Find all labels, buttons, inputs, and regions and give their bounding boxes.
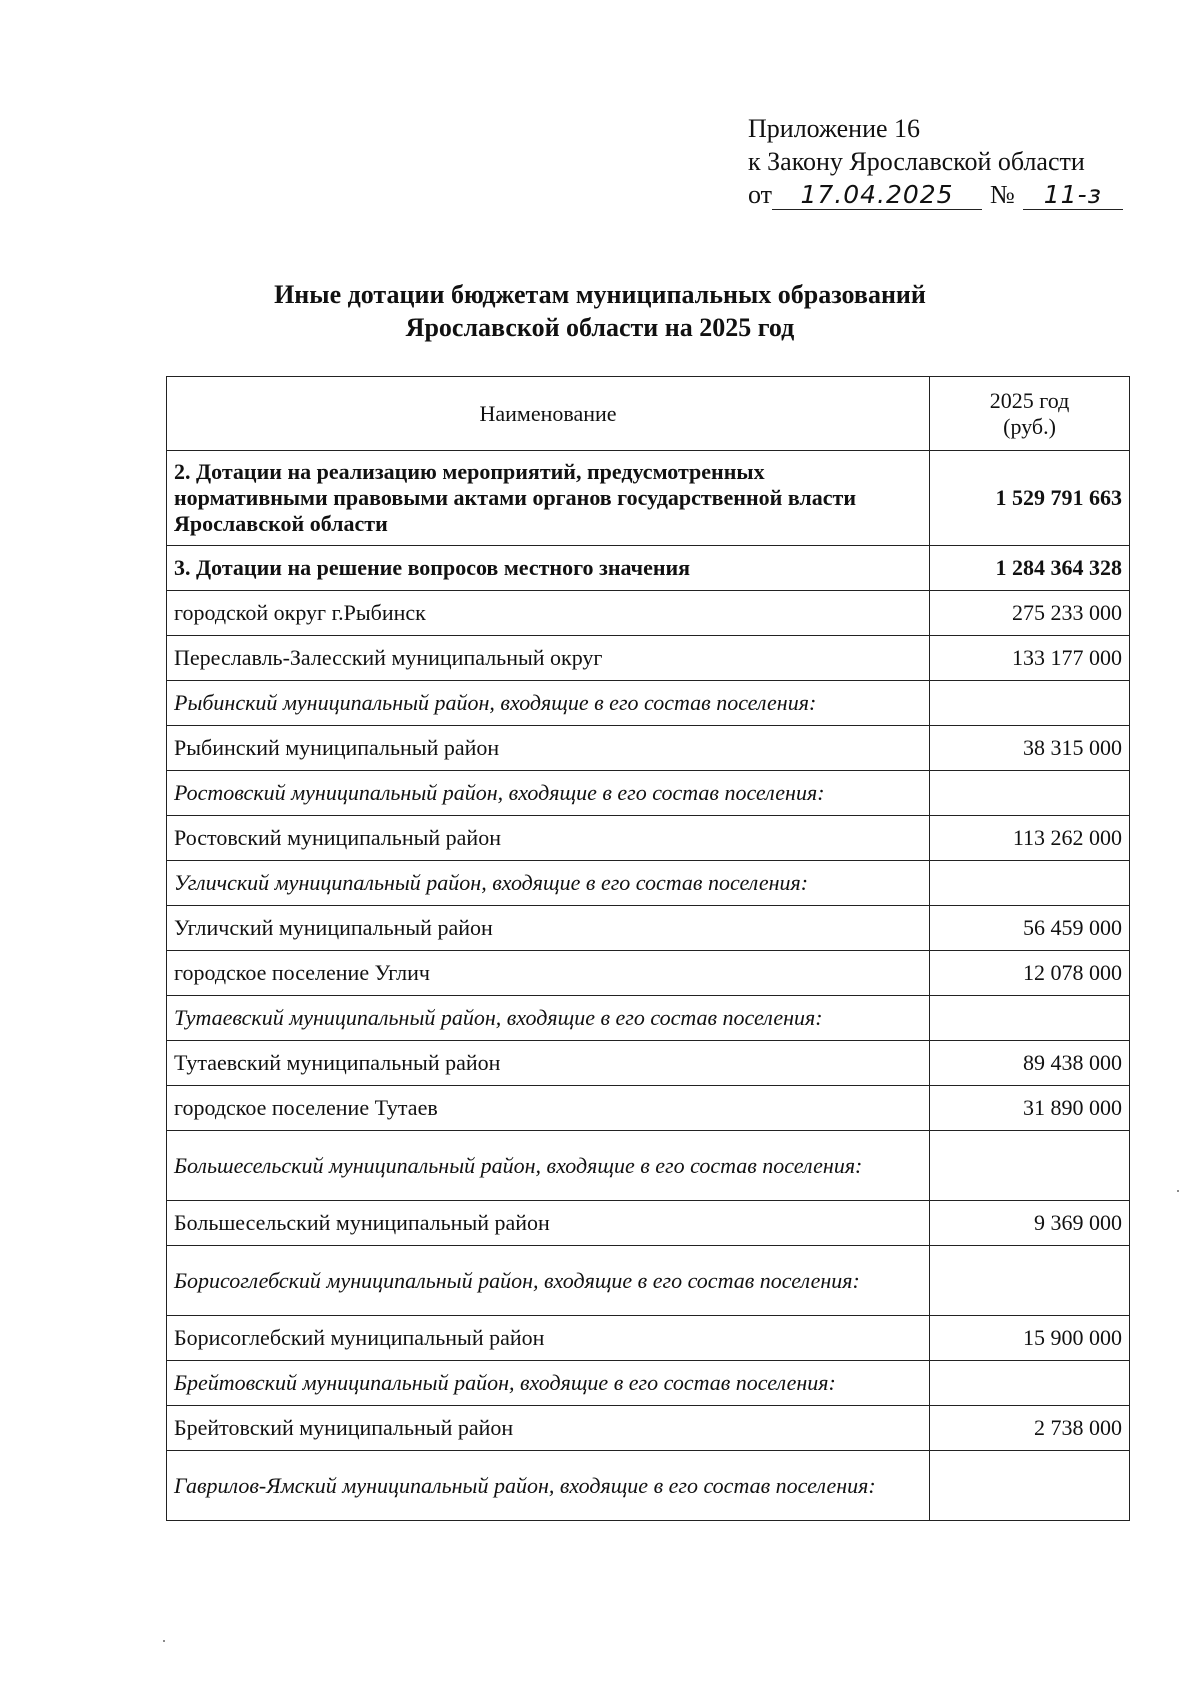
table-row-group	[167, 996, 1130, 1041]
row-name: Рыбинский муниципальный район, входящие в его состав поселения:	[167, 681, 930, 726]
row-name: городской округ г.Рыбинск	[167, 591, 930, 636]
appendix-law-reference: к Закону Ярославской области	[748, 147, 1085, 176]
table-row	[167, 816, 1130, 861]
appendix-date-number-line	[748, 178, 1123, 211]
row-name: Тутаевский муниципальный район	[167, 1041, 930, 1086]
title-line-2: Ярославской области на 2025 год	[405, 313, 795, 342]
row-name: Тутаевский муниципальный район, входящие в его состав поселения:	[167, 996, 930, 1041]
row-value	[930, 1451, 1130, 1521]
table-row	[167, 636, 1130, 681]
appendix-number: Приложение 16	[748, 114, 921, 143]
row-value: 38 315 000	[930, 726, 1130, 771]
title-line-1: Иные дотации бюджетам муниципальных образований	[274, 280, 926, 309]
scan-speck	[163, 1640, 165, 1642]
table-row	[167, 546, 1130, 591]
table-row-group	[167, 861, 1130, 906]
header-year-line-1: 2025 год	[989, 387, 1070, 413]
row-name: 2. Дотации на реализацию мероприятий, предусмотренных нормативными правовыми актами органов государственной власти Ярославской области	[167, 451, 930, 546]
row-value	[930, 996, 1130, 1041]
row-value: 1 529 791 663	[930, 451, 1130, 546]
row-name: Угличский муниципальный район, входящие в его состав поселения:	[167, 861, 930, 906]
table-row-group	[167, 1361, 1130, 1406]
row-name: Угличский муниципальный район	[167, 906, 930, 951]
row-name: Борисоглебский муниципальный район	[167, 1316, 930, 1361]
table-row	[167, 1086, 1130, 1131]
table-row	[167, 591, 1130, 636]
row-value: 12 078 000	[930, 951, 1130, 996]
row-value: 113 262 000	[930, 816, 1130, 861]
table-row-group	[167, 1246, 1130, 1316]
table-row-group	[167, 1131, 1130, 1201]
row-name: Большесельский муниципальный район, входящие в его состав поселения:	[167, 1131, 930, 1201]
row-name: Переславль-Залесский муниципальный округ	[167, 636, 930, 681]
row-name: 3. Дотации на решение вопросов местного значения	[167, 546, 930, 591]
table-row	[167, 906, 1130, 951]
row-value	[930, 771, 1130, 816]
row-name: Гаврилов-Ямский муниципальный район, входящие в его состав поселения:	[167, 1451, 930, 1521]
header-name: Наименование	[167, 377, 930, 451]
row-value: 15 900 000	[930, 1316, 1130, 1361]
handwritten-number: 11-з	[1023, 181, 1123, 210]
table-row	[167, 1406, 1130, 1451]
row-value: 56 459 000	[930, 906, 1130, 951]
header-year-line-2: (руб.)	[1003, 413, 1056, 439]
table-row	[167, 951, 1130, 996]
row-value	[930, 681, 1130, 726]
scan-speck	[1177, 1190, 1179, 1192]
row-value	[930, 1361, 1130, 1406]
row-value: 31 890 000	[930, 1086, 1130, 1131]
header-year	[930, 377, 1130, 451]
handwritten-date: 17.04.2025	[772, 181, 982, 210]
row-value: 89 438 000	[930, 1041, 1130, 1086]
row-value	[930, 861, 1130, 906]
table-row-group	[167, 681, 1130, 726]
table-row	[167, 1041, 1130, 1086]
row-value	[930, 1246, 1130, 1316]
row-value: 9 369 000	[930, 1201, 1130, 1246]
table-row-group	[167, 771, 1130, 816]
row-name: Ростовский муниципальный район	[167, 816, 930, 861]
document-title	[0, 278, 1200, 344]
row-value	[930, 1131, 1130, 1201]
row-name: Ростовский муниципальный район, входящие в его состав поселения:	[167, 771, 930, 816]
table-row	[167, 451, 1130, 546]
from-label: от	[748, 180, 773, 209]
row-value: 2 738 000	[930, 1406, 1130, 1451]
table-row	[167, 1316, 1130, 1361]
row-value: 1 284 364 328	[930, 546, 1130, 591]
table-row	[167, 726, 1130, 771]
appendix-header	[748, 112, 1123, 211]
row-name: Большесельский муниципальный район	[167, 1201, 930, 1246]
row-name: Брейтовский муниципальный район, входящие в его состав поселения:	[167, 1361, 930, 1406]
row-value: 275 233 000	[930, 591, 1130, 636]
row-name: городское поселение Углич	[167, 951, 930, 996]
table-header-row	[167, 377, 1130, 451]
row-name: Рыбинский муниципальный район	[167, 726, 930, 771]
row-value: 133 177 000	[930, 636, 1130, 681]
row-name: Борисоглебский муниципальный район, входящие в его состав поселения:	[167, 1246, 930, 1316]
row-name: городское поселение Тутаев	[167, 1086, 930, 1131]
subsidies-table	[166, 376, 1130, 1521]
table-row-group	[167, 1451, 1130, 1521]
number-sign: №	[990, 180, 1015, 209]
row-name: Брейтовский муниципальный район	[167, 1406, 930, 1451]
table-row	[167, 1201, 1130, 1246]
